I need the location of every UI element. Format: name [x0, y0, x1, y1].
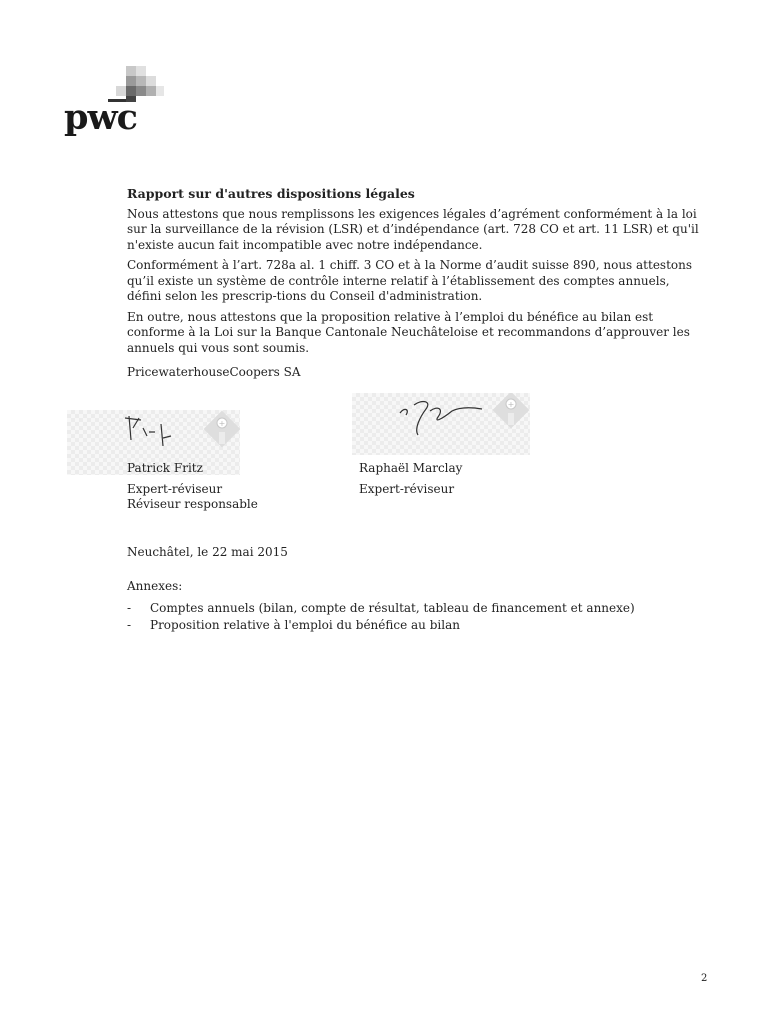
seal-icon — [204, 411, 240, 448]
signatory-role: Expert-réviseur — [359, 481, 455, 496]
signature-area-2 — [352, 393, 530, 455]
svg-text:+: + — [507, 400, 515, 409]
paragraph-internal-control: Conformément à l’art. 728a al. 1 chiff. 3 CO et à la Norme d’audit suisse 890, nous attestons qu’il existe un système de contrôle interne relatif à l’établissement des comptes annuels, défini selon les prescrip-tions du Conseil d'administration. — [127, 258, 693, 303]
annexes-section — [127, 578, 635, 634]
signatory-1 — [127, 461, 258, 513]
annex-item: Comptes annuels (bilan, compte de résultat, tableau de financement et annexe) — [150, 601, 635, 615]
bullet-dash: - — [127, 618, 132, 632]
pwc-logo — [64, 64, 174, 144]
firm-name: PricewaterhouseCoopers SA — [127, 365, 301, 379]
bullet-dash: - — [127, 601, 132, 615]
list-item — [127, 600, 635, 617]
page-number: 2 — [701, 973, 708, 984]
signature-2-image — [352, 393, 530, 455]
paragraph-independence: Nous attestons que nous remplissons les exigences légales d’agrément conformément à la loi sur la surveillance de la révision (LSR) et d’indépendance (art. 728 CO et art. 11 LSR) et qu'il n'existe aucun fait incompatible avec notre indépendance. — [127, 206, 699, 252]
place-date: Neuchâtel, le 22 mai 2015 — [127, 545, 288, 559]
list-item — [127, 617, 635, 634]
signatory-role: Expert-réviseur — [127, 481, 223, 496]
annexes-heading: Annexes: — [127, 579, 183, 593]
signatory-2 — [359, 461, 462, 497]
annex-item: Proposition relative à l'emploi du bénéfice au bilan — [150, 618, 460, 632]
svg-text:+: + — [218, 419, 226, 428]
report-section — [127, 186, 702, 381]
signatory-role-2: Réviseur responsable — [127, 497, 258, 511]
logo-wordmark: pwc — [64, 97, 137, 138]
report-title: Rapport sur d'autres dispositions légales — [127, 186, 415, 201]
paragraph-profit-proposal: En outre, nous attestons que la proposition relative à l’emploi du bénéfice au bilan est conforme à la Loi sur la Banque Cantonale Neuchâteloise et recommandons d’approuver les annuels qui vous sont soumis. — [127, 309, 690, 355]
signatory-name: Patrick Fritz — [127, 461, 203, 475]
seal-icon — [493, 393, 530, 428]
signatory-name: Raphaël Marclay — [359, 461, 463, 475]
